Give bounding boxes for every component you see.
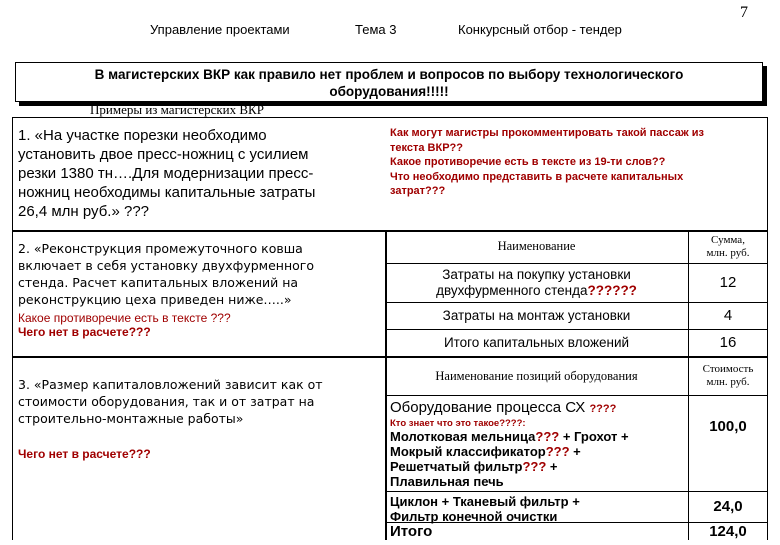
example-2-question-1: Какое противоречие есть в тексте ??? <box>18 311 231 325</box>
example-3-table <box>385 357 768 540</box>
row-installation-name: Затраты на монтаж установки <box>442 308 631 323</box>
row-purchase-name: Затраты на покупку установки двухфурменного стенда?????? <box>436 266 637 298</box>
section-title: Конкурсный отбор - тендер <box>458 22 622 37</box>
filters-cell: Циклон + Тканевый фильтр + Фильтр конечной очистки <box>390 494 580 524</box>
example-2-question-2: Чего нет в расчете??? <box>18 325 151 339</box>
separator-2 <box>12 356 385 358</box>
row-installation-value: 4 <box>723 307 733 324</box>
col-header-equipment: Наименование позиций оборудования <box>435 368 638 383</box>
example-1-questions: Как могут магистры прокомментировать такой пассаж из текста ВКР?? Какое противоречие есть в тексте из 19-ти слов?? Что необходимо представить в расчете капитальных затрат??? <box>390 127 704 197</box>
equipment-group-value: 100,0 <box>709 417 747 435</box>
col-header-cost: Стоимость млн. руб. <box>702 363 754 388</box>
filters-value: 24,0 <box>713 498 743 515</box>
example-3-text: 3. «Размер капиталовложений зависит как от стоимости оборудования, так и от затрат на строительно-монтажные работы» <box>18 377 323 426</box>
example-2-table <box>385 230 768 357</box>
banner-line-2: оборудования!!!!! <box>329 84 449 99</box>
example-3-question: Чего нет в расчете??? <box>18 447 151 461</box>
banner-line-1: В магистерских ВКР как правило нет проблем и вопросов по выбору технологического <box>94 67 684 82</box>
examples-label: Примеры из магистерских ВКР <box>90 102 264 117</box>
col-header-sum: Сумма, млн. руб. <box>706 233 750 259</box>
example-1-text: 1. «На участке порезки необходимо установить двое пресс-ножниц с усилием резки 1380 тн….Для модернизации пресс- ножниц необходимы капитальные затраты 26,4 млн руб.» ??? <box>18 127 316 220</box>
course-title: Управление проектами <box>150 22 290 37</box>
page-number: 7 <box>740 4 748 21</box>
row-purchase-value: 12 <box>719 274 737 291</box>
equipment-total-label: Итого <box>390 523 433 540</box>
equipment-total-value: 124,0 <box>709 523 747 540</box>
topic-label: Тема 3 <box>355 22 397 37</box>
group-title: Оборудование процесса СХ <box>390 399 586 416</box>
banner <box>15 62 763 102</box>
row-total-value: 16 <box>719 334 737 351</box>
who-knows-note: Кто знает что это такое????: <box>390 418 526 429</box>
row-total-name: Итого капитальных вложений <box>443 335 630 350</box>
example-2-text: 2. «Реконструкция промежуточного ковша включает в себя установку двухфурменного стенда. Расчет капитальных вложений на реконструкцию цеха приведен ниже…..» <box>18 241 314 307</box>
col-header-name: Наименование <box>497 239 576 253</box>
equipment-group-cell: Оборудование процесса СХ ???? Кто знает что это такое????: Молотковая мельница??? + Грохот + Мокрый классификатор??? + Решетчатый фильтр??? + Плавильная печь <box>390 399 686 489</box>
